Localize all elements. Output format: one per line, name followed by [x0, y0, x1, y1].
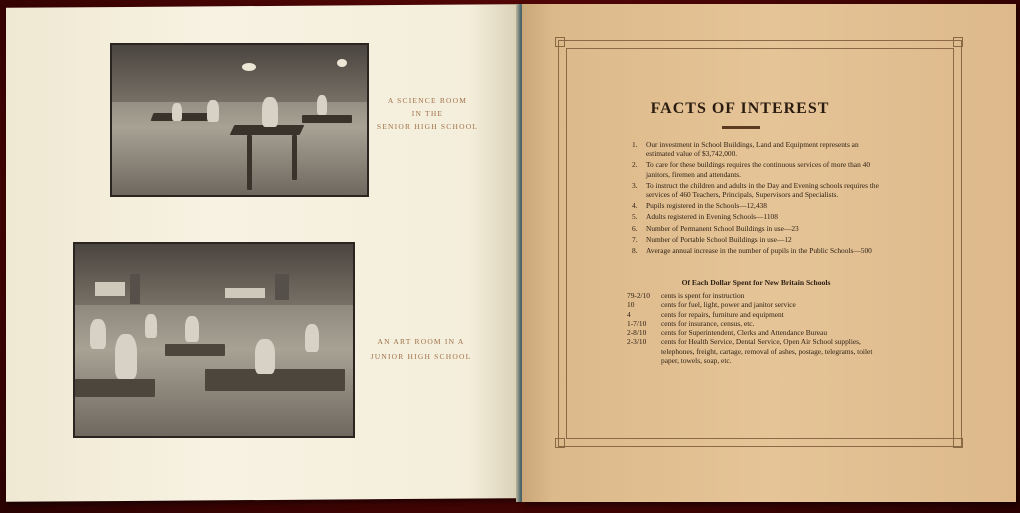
fact-item: 3. To instruct the children and adults in the Day and Evening schools requires the services of 460 Teachers, Principals, Supervisors and Specialists. [632, 180, 879, 200]
facts-list [632, 140, 882, 257]
fact-item: 1. Our investment in School Buildings, Land and Equipment represents an estimated value of $3,742,000. [632, 140, 859, 159]
science-room-photo [110, 43, 369, 197]
fact-item: 7. Number of Portable School Buildings in use—12 [632, 234, 792, 244]
dollar-item: 10 cents for fuel, light, power and janitor service [627, 300, 796, 310]
dollar-item: 2-3/10 cents for Health Service, Dental Service, Open Air School supplies, telephones, freight, cartage, removal of ashes, postage, telegrams, toilet paper, towels, soap, etc. [627, 337, 873, 366]
art-room-photo [73, 242, 355, 438]
dollar-heading: Of Each Dollar Spent for New Britain Schools [681, 278, 831, 287]
fact-item: 2. To care for these buildings requires the continuous services of more than 40 janitors, firemen and attendants. [632, 160, 871, 179]
dollar-breakdown [627, 291, 892, 365]
science-room-caption: A SCIENCE ROOM IN THE SENIOR HIGH SCHOOL [376, 96, 479, 131]
title-rule [722, 126, 760, 129]
art-room-caption: AN ART ROOM IN A JUNIOR HIGH SCHOOL [370, 337, 472, 361]
fact-item: 6. Number of Permanent School Buildings in use—23 [632, 223, 799, 233]
border-corner [555, 37, 565, 47]
border-corner [555, 438, 565, 448]
dollar-item: 1-7/10 cents for insurance, census, etc. [627, 318, 755, 328]
dollar-item: 4 cents for repairs, furniture and equipment [627, 309, 784, 319]
fact-item: 8. Average annual increase in the number of pupils in the Public Schools—500 [632, 246, 872, 256]
dollar-item: 79-2/10 cents is spent for instruction [627, 291, 745, 300]
fact-item: 4. Pupils registered in the Schools—12,438 [632, 201, 767, 211]
page-title: FACTS OF INTEREST [650, 100, 830, 117]
fact-item: 5. Adults registered in Evening Schools—1108 [632, 212, 778, 222]
dollar-item: 2-8/10 cents for Superintendent, Clerks and Attendance Bureau [627, 328, 828, 338]
border-corner [953, 37, 963, 47]
border-corner [953, 438, 963, 448]
